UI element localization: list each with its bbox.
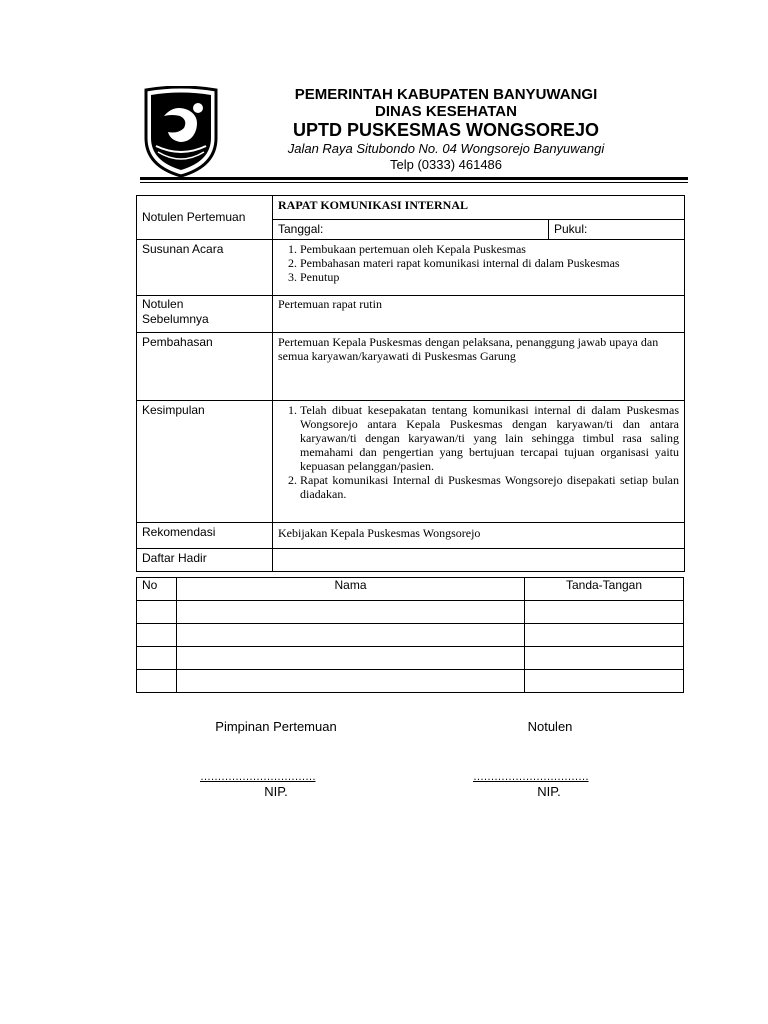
- rekomendasi-label: Rekomendasi: [137, 523, 273, 549]
- agenda-item: 2. Pembahasan materi rapat komunikasi internal di dalam Puskesmas: [300, 256, 679, 270]
- attendance-header-row: [137, 578, 684, 601]
- agenda-item: 1. Pembukaan pertemuan oleh Kepala Puskesmas: [300, 242, 679, 256]
- conclusion-list: [278, 403, 679, 501]
- tanda-tangan-cell: [525, 624, 684, 647]
- address: Jalan Raya Situbondo No. 04 Wongsorejo Banyuwangi: [287, 141, 605, 156]
- tanda-tangan-cell: [525, 647, 684, 670]
- meeting-title: RAPAT KOMUNIKASI INTERNAL: [273, 196, 685, 220]
- phone: Telp (0333) 461486: [389, 157, 503, 172]
- notulen-pertemuan-label: Notulen Pertemuan: [137, 196, 273, 240]
- notulen-signature-line: ……………………………: [473, 771, 589, 783]
- pukul-field: Pukul:: [549, 220, 685, 240]
- column-header-no: No: [137, 578, 177, 601]
- table-row: [137, 624, 684, 647]
- tanda-tangan-cell: [525, 670, 684, 693]
- department-name: DINAS KESEHATAN: [375, 103, 517, 120]
- notulen-title: Notulen: [527, 719, 573, 734]
- nama-cell: [177, 601, 525, 624]
- kesimpulan-label: Kesimpulan: [137, 401, 273, 523]
- no-cell: [137, 670, 177, 693]
- letterhead-rule-thin: [140, 182, 688, 183]
- pimpinan-signature-line: ……………………………: [200, 771, 316, 783]
- notulen-sebelumnya-label-line2: Sebelumnya: [142, 312, 209, 326]
- agenda-list: [278, 242, 679, 284]
- puskesmas-name: UPTD PUSKESMAS WONGSOREJO: [292, 120, 600, 140]
- letterhead-rule-thick: [140, 177, 688, 180]
- attendance-table: [136, 577, 684, 693]
- daftar-hadir-label: Daftar Hadir: [137, 549, 273, 572]
- conclusion-item: 2. Rapat komunikasi Internal di Puskesmas Wongsorejo disepakati setiap bulan diadakan.: [300, 473, 679, 501]
- column-header-tanda-tangan: Tanda-Tangan: [525, 578, 684, 601]
- nama-cell: [177, 647, 525, 670]
- minutes-form: [136, 195, 685, 572]
- letterhead: [250, 86, 642, 173]
- conclusion-item: 1. Telah dibuat kesepakatan tentang komunikasi internal di dalam Puskesmas Wongsorejo antara Kepala Puskesmas dengan karyawan/ti dan antara karyawan/ti dengan karyawan/ti yang lain sehingga timbul rasa saling memahami dan pengertian yang bertujuan tercapai tujuan organisasi yaitu kepuasan pelanggan/pasien.: [300, 403, 679, 473]
- pimpinan-pertemuan-title: Pimpinan Pertemuan: [215, 719, 337, 734]
- tanda-tangan-cell: [525, 601, 684, 624]
- no-cell: [137, 647, 177, 670]
- no-cell: [137, 601, 177, 624]
- nama-cell: [177, 670, 525, 693]
- government-name: PEMERINTAH KABUPATEN BANYUWANGI: [294, 86, 598, 103]
- kesimpulan-value: [273, 401, 685, 523]
- agenda-item: 3. Penutup: [300, 270, 679, 284]
- notulen-sebelumnya-value: Pertemuan rapat rutin: [273, 296, 685, 333]
- tanggal-field: Tanggal:: [273, 220, 549, 240]
- susunan-acara-label: Susunan Acara: [137, 240, 273, 296]
- no-cell: [137, 624, 177, 647]
- nama-cell: [177, 624, 525, 647]
- notulen-sebelumnya-label: [137, 296, 273, 333]
- pembahasan-value: Pertemuan Kepala Puskesmas dengan pelaksana, penanggung jawab upaya dan semua karyawan/karyawati di Puskesmas Garung: [273, 333, 685, 401]
- rekomendasi-value: Kebijakan Kepala Puskesmas Wongsorejo: [273, 523, 685, 549]
- pembahasan-label: Pembahasan: [137, 333, 273, 401]
- district-emblem-icon: [140, 86, 222, 178]
- notulen-sebelumnya-label-line1: Notulen: [142, 297, 184, 311]
- table-row: [137, 601, 684, 624]
- column-header-nama: Nama: [177, 578, 525, 601]
- table-row: [137, 647, 684, 670]
- table-row: [137, 670, 684, 693]
- susunan-acara-value: [273, 240, 685, 296]
- daftar-hadir-value: [273, 549, 685, 572]
- pimpinan-nip: NIP.: [264, 784, 288, 799]
- notulen-nip: NIP.: [537, 784, 561, 799]
